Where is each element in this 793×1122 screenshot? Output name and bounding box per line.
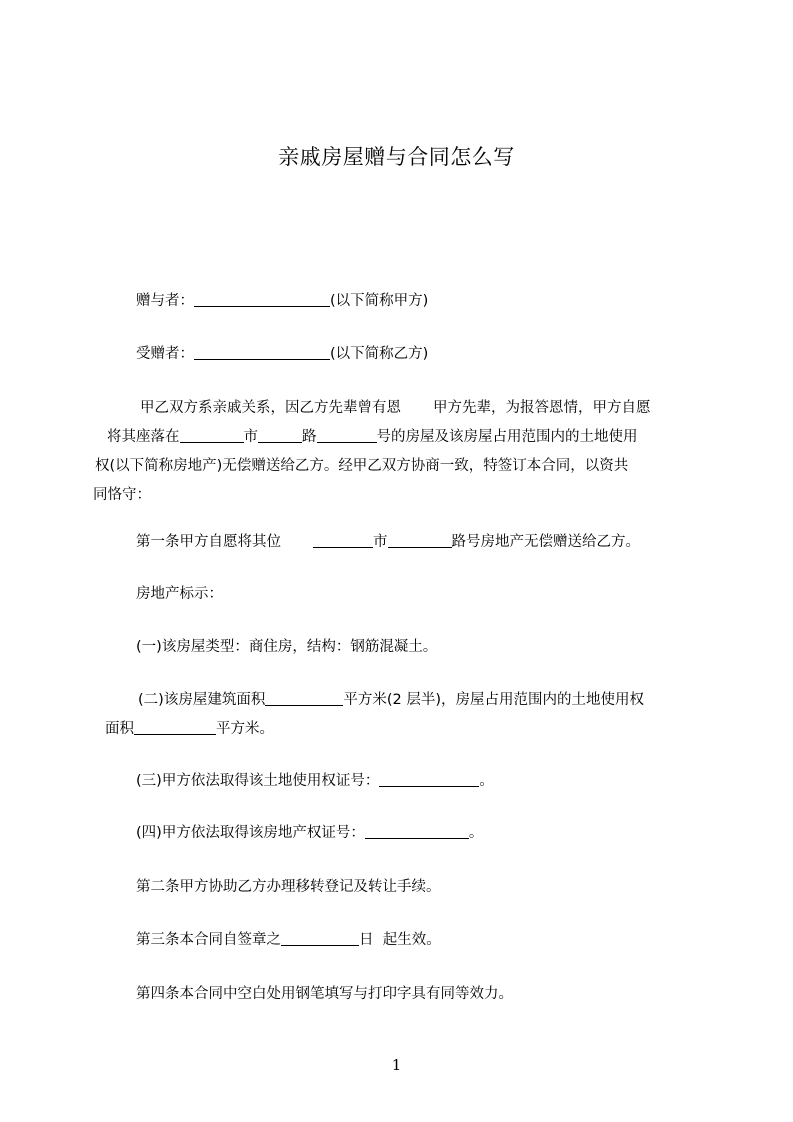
intro-road-blank[interactable] <box>258 427 302 443</box>
item-2-area-blank[interactable] <box>265 690 343 706</box>
intro-line2b: 市 <box>243 429 258 445</box>
intro-line3: 权(以下简称房地产)无偿赠送给乙方。经甲乙双方协商一致，特签订本合同，以资共 <box>95 458 629 474</box>
item-2-prefix: (二)该房屋建筑面积 <box>138 692 266 708</box>
item-2-land-area-blank[interactable] <box>134 719 216 735</box>
item-2-line2-prefix: 面积 <box>105 721 134 737</box>
property-item-1: (一)该房屋类型：商住房，结构：钢筋混凝土。 <box>136 639 438 655</box>
intro-line1b: 甲方先辈，为报答恩情，甲方自愿 <box>433 400 651 416</box>
item-3-cert-blank[interactable] <box>379 771 479 787</box>
item-2-line2-suffix: 平方米。 <box>216 721 274 737</box>
article-3-date-blank[interactable] <box>281 930 359 946</box>
article-3-prefix: 第三条本合同自签章之 <box>136 932 281 948</box>
article-1-prefix: 第一条甲方自愿将其位 <box>136 534 281 550</box>
intro-paragraph <box>93 394 705 510</box>
intro-line4: 同恪守： <box>93 487 151 503</box>
donor-blank[interactable] <box>194 291 330 307</box>
donee-line <box>136 343 428 365</box>
donor-line <box>136 290 428 312</box>
intro-number-blank[interactable] <box>317 427 377 443</box>
article-1-road-blank[interactable] <box>388 532 452 548</box>
item-3-prefix: (三)甲方依法取得该土地使用权证号： <box>136 773 380 789</box>
intro-line2c: 路 <box>302 429 317 445</box>
item-4-prefix: (四)甲方依法取得该房地产权证号： <box>136 825 365 841</box>
donee-label: 受赠者： <box>136 346 194 362</box>
article-3-suffix: 日 起生效。 <box>359 932 441 948</box>
intro-city-blank[interactable] <box>180 427 244 443</box>
page-number: 1 <box>391 1056 402 1074</box>
article-4: 第四条本合同中空白处用钢笔填写与打印字具有同等效力。 <box>136 986 513 1002</box>
article-1-suffix: 路号房地产无偿赠送给乙方。 <box>451 534 640 550</box>
article-2: 第二条甲方协助乙方办理移转登记及转让手续。 <box>136 879 441 895</box>
intro-line2d: 号的房屋及该房屋占用范围内的土地使用 <box>376 429 638 445</box>
intro-line2a: 将其座落在 <box>107 429 180 445</box>
property-item-2 <box>93 686 705 744</box>
property-item-4 <box>136 822 483 844</box>
donor-label: 赠与者： <box>136 293 194 309</box>
item-4-cert-blank[interactable] <box>365 823 469 839</box>
document-title: 亲戚房屋赠与合同怎么写 <box>278 145 515 169</box>
article-1 <box>136 531 640 553</box>
item-2-mid: 平方米(2 层半)，房屋占用范围内的土地使用权 <box>343 692 644 708</box>
article-1-mid: 市 <box>373 534 388 550</box>
intro-line1a: 甲乙双方系亲戚关系，因乙方先辈曾有恩 <box>140 400 401 416</box>
item-4-suffix: 。 <box>468 825 484 841</box>
item-3-suffix: 。 <box>479 773 494 789</box>
article-1-city-blank[interactable] <box>313 532 373 548</box>
donor-suffix: (以下简称甲方) <box>330 293 429 309</box>
donee-blank[interactable] <box>194 344 330 360</box>
donee-suffix: (以下简称乙方) <box>330 346 429 362</box>
property-heading: 房地产标示： <box>136 586 223 602</box>
property-item-3 <box>136 770 494 792</box>
article-3 <box>136 929 441 951</box>
